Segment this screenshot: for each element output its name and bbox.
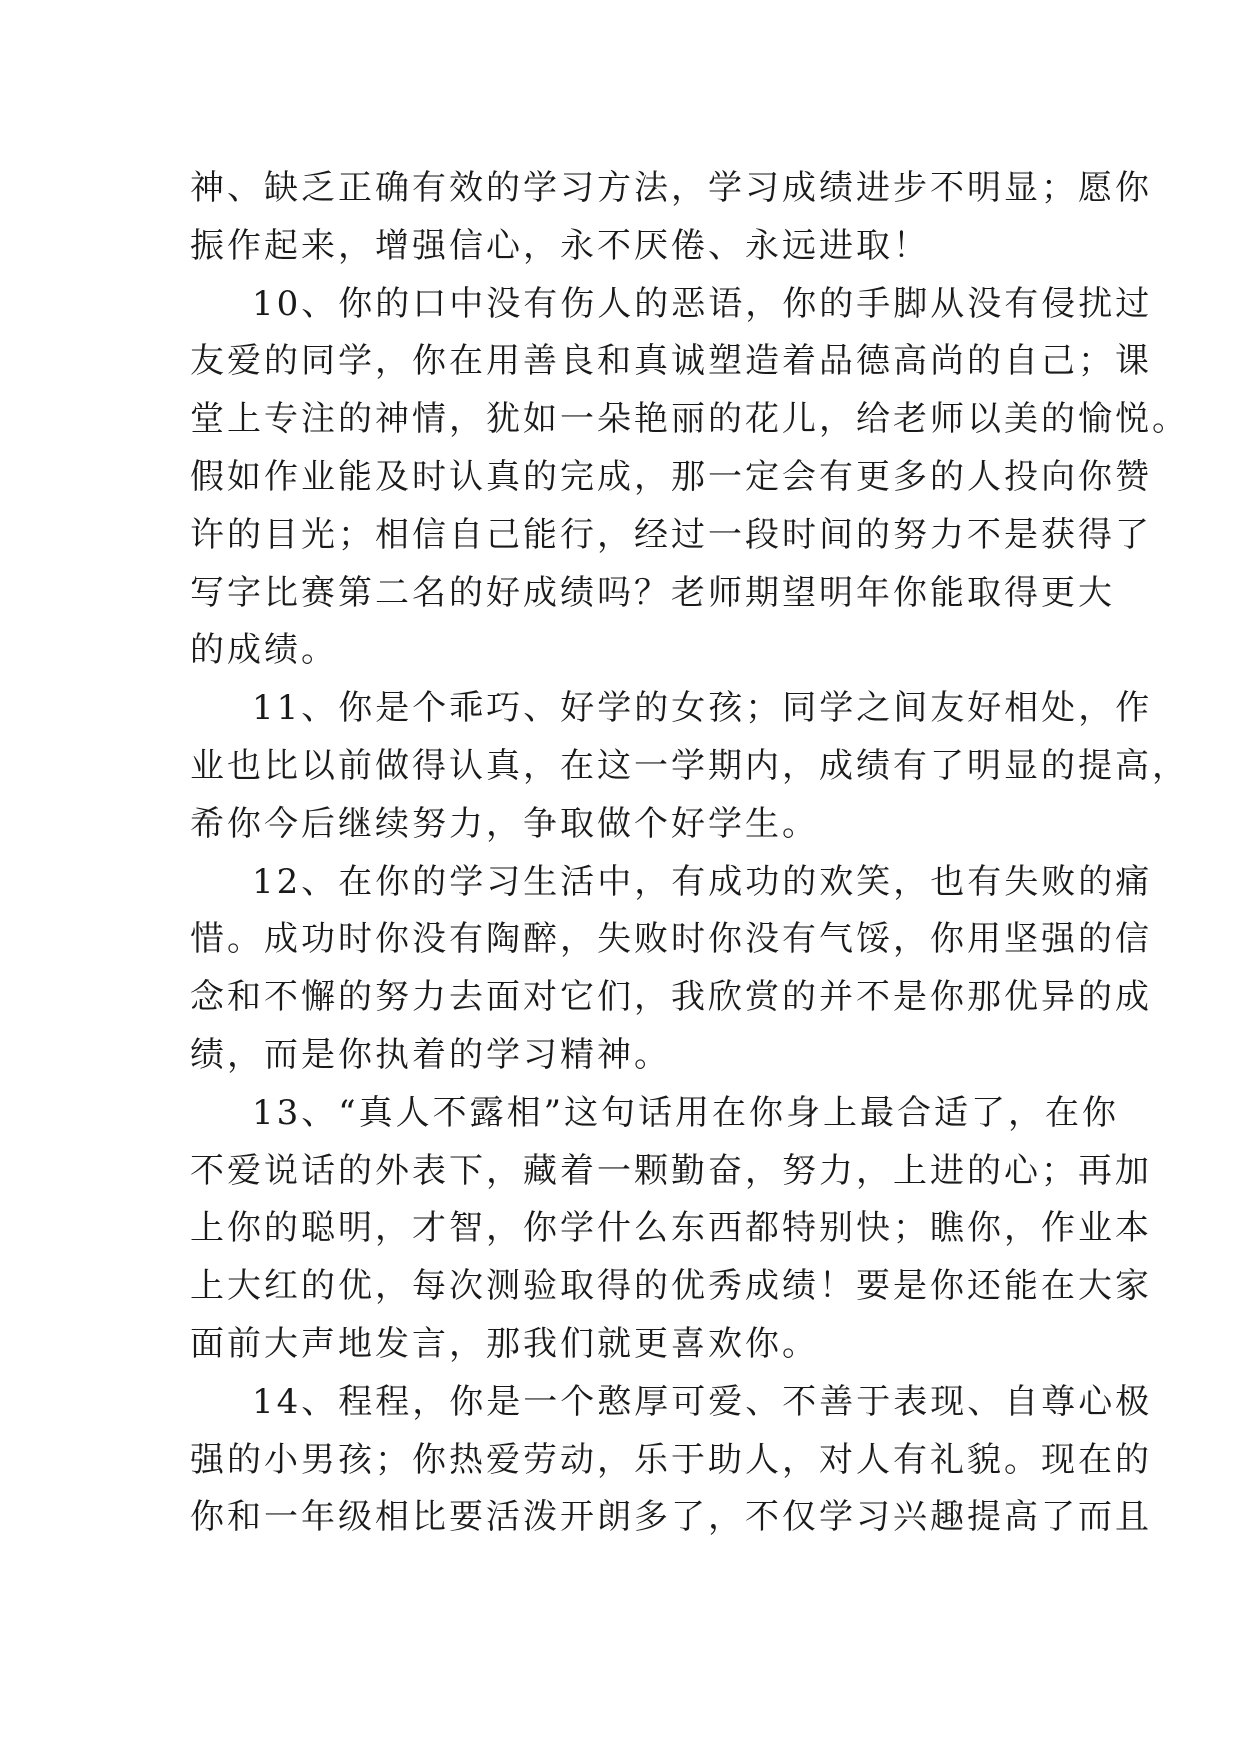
- paragraph-first-line: 12、在你的学习生活中，有成功的欢笑，也有失败的痛: [252, 861, 1153, 902]
- text-line: 神、缺乏正确有效的学习方法，学习成绩进步不明显；愿你: [190, 168, 1152, 208]
- text-line: 假如作业能及时认真的完成，那一定会有更多的人投向你赞: [190, 456, 1152, 497]
- paragraph-first-line: 14、程程，你是一个憨厚可爱、不善于表现、自尊心极: [252, 1381, 1153, 1422]
- text-line: 希你今后继续努力，争取做个好学生。: [190, 803, 819, 844]
- text-line: 友爱的同学，你在用善良和真诚塑造着品德高尚的自己；课: [190, 341, 1152, 382]
- text-line: 振作起来，增强信心，永不厌倦、永远进取！: [190, 225, 930, 266]
- paragraph-first-line: 11、你是个乖巧、好学的女孩；同学之间友好相处，作: [252, 688, 1153, 729]
- text-line: 绩，而是你执着的学习精神。: [190, 1034, 671, 1075]
- text-line: 写字比赛第二名的好成绩吗？老师期望明年你能取得更大: [190, 572, 1115, 613]
- text-line: 面前大声地发言，那我们就更喜欢你。: [190, 1323, 819, 1364]
- text-line: 的成绩。: [190, 630, 338, 671]
- text-line: 上大红的优，每次测验取得的优秀成绩！要是你还能在大家: [190, 1266, 1152, 1307]
- text-line: 许的目光；相信自己能行，经过一段时间的努力不是获得了: [190, 514, 1152, 555]
- text-line: 你和一年级相比要活泼开朗多了，不仅学习兴趣提高了而且: [190, 1497, 1152, 1538]
- text-line: 业也比以前做得认真，在这一学期内，成绩有了明显的提高，: [190, 745, 1189, 786]
- text-line: 上你的聪明，才智，你学什么东西都特别快；瞧你，作业本: [190, 1208, 1152, 1249]
- text-line: 强的小男孩；你热爱劳动，乐于助人，对人有礼貌。现在的: [190, 1439, 1152, 1480]
- text-line: 堂上专注的神情，犹如一朵艳丽的花儿，给老师以美的愉悦。: [190, 399, 1189, 440]
- text-line: 惜。成功时你没有陶醉，失败时你没有气馁，你用坚强的信: [190, 919, 1152, 960]
- text-line: 念和不懈的努力去面对它们，我欣赏的并不是你那优异的成: [190, 977, 1152, 1018]
- body-text: [190, 160, 1189, 1547]
- paragraph-first-line: 10、你的口中没有伤人的恶语，你的手脚从没有侵扰过: [252, 283, 1153, 324]
- text-line: 不爱说话的外表下，藏着一颗勤奋，努力，上进的心；再加: [190, 1150, 1152, 1191]
- paragraph-first-line: 13、“真人不露相”这句话用在你身上最合适了，在你: [252, 1092, 1120, 1133]
